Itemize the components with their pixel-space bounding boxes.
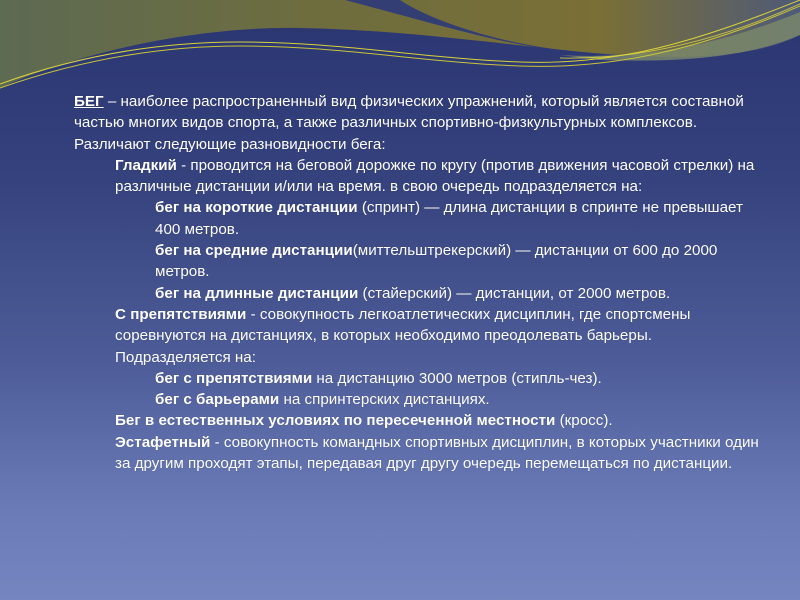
hurdles-item: бег с барьерами на спринтерских дистанциях. bbox=[155, 391, 490, 409]
sprint-item: бег на короткие дистанции (спринт) — длина дистанции в спринте не превышает 400 метров. bbox=[155, 199, 743, 238]
slide-body bbox=[74, 91, 764, 474]
middle-distance-item: бег на средние дистанции(миттельштрекерский) — дистанции от 600 до 2000 метров. bbox=[155, 242, 718, 281]
intro-paragraph: БЕГ – наиболее распространенный вид физических упражнений, который является составной частью многих видов спорта, а также различных спортивно-физкультурных комплексов. Различают следующие разновидности бега: bbox=[74, 93, 744, 153]
cross-country-item: Бег в естественных условиях по пересеченной местности (кросс). bbox=[115, 412, 613, 430]
smooth-running-item: Гладкий - проводится на беговой дорожке по кругу (против движения часовой стрелки) на различные дистанции и/или на время. в свою очередь подразделяется на: bbox=[115, 156, 755, 196]
obstacles-item: С препятствиями - совокупность легкоатлетических дисциплин, где спортсмены соревнуются на дистанциях, в которых необходимо преодолевать барьеры. Подразделяется на: bbox=[115, 305, 691, 366]
term-run: БЕГ bbox=[74, 93, 104, 110]
steeplechase-item: бег с препятствиями на дистанцию 3000 метров (стипль-чез). bbox=[155, 369, 602, 387]
long-distance-item: бег на длинные дистанции (стайерский) — дистанции, от 2000 метров. bbox=[155, 284, 671, 302]
relay-item: Эстафетный - совокупность командных спортивных дисциплин, в которых участники один за другим проходят этапы, передавая друг другу очередь перемещаться по дистанции. bbox=[115, 433, 759, 473]
